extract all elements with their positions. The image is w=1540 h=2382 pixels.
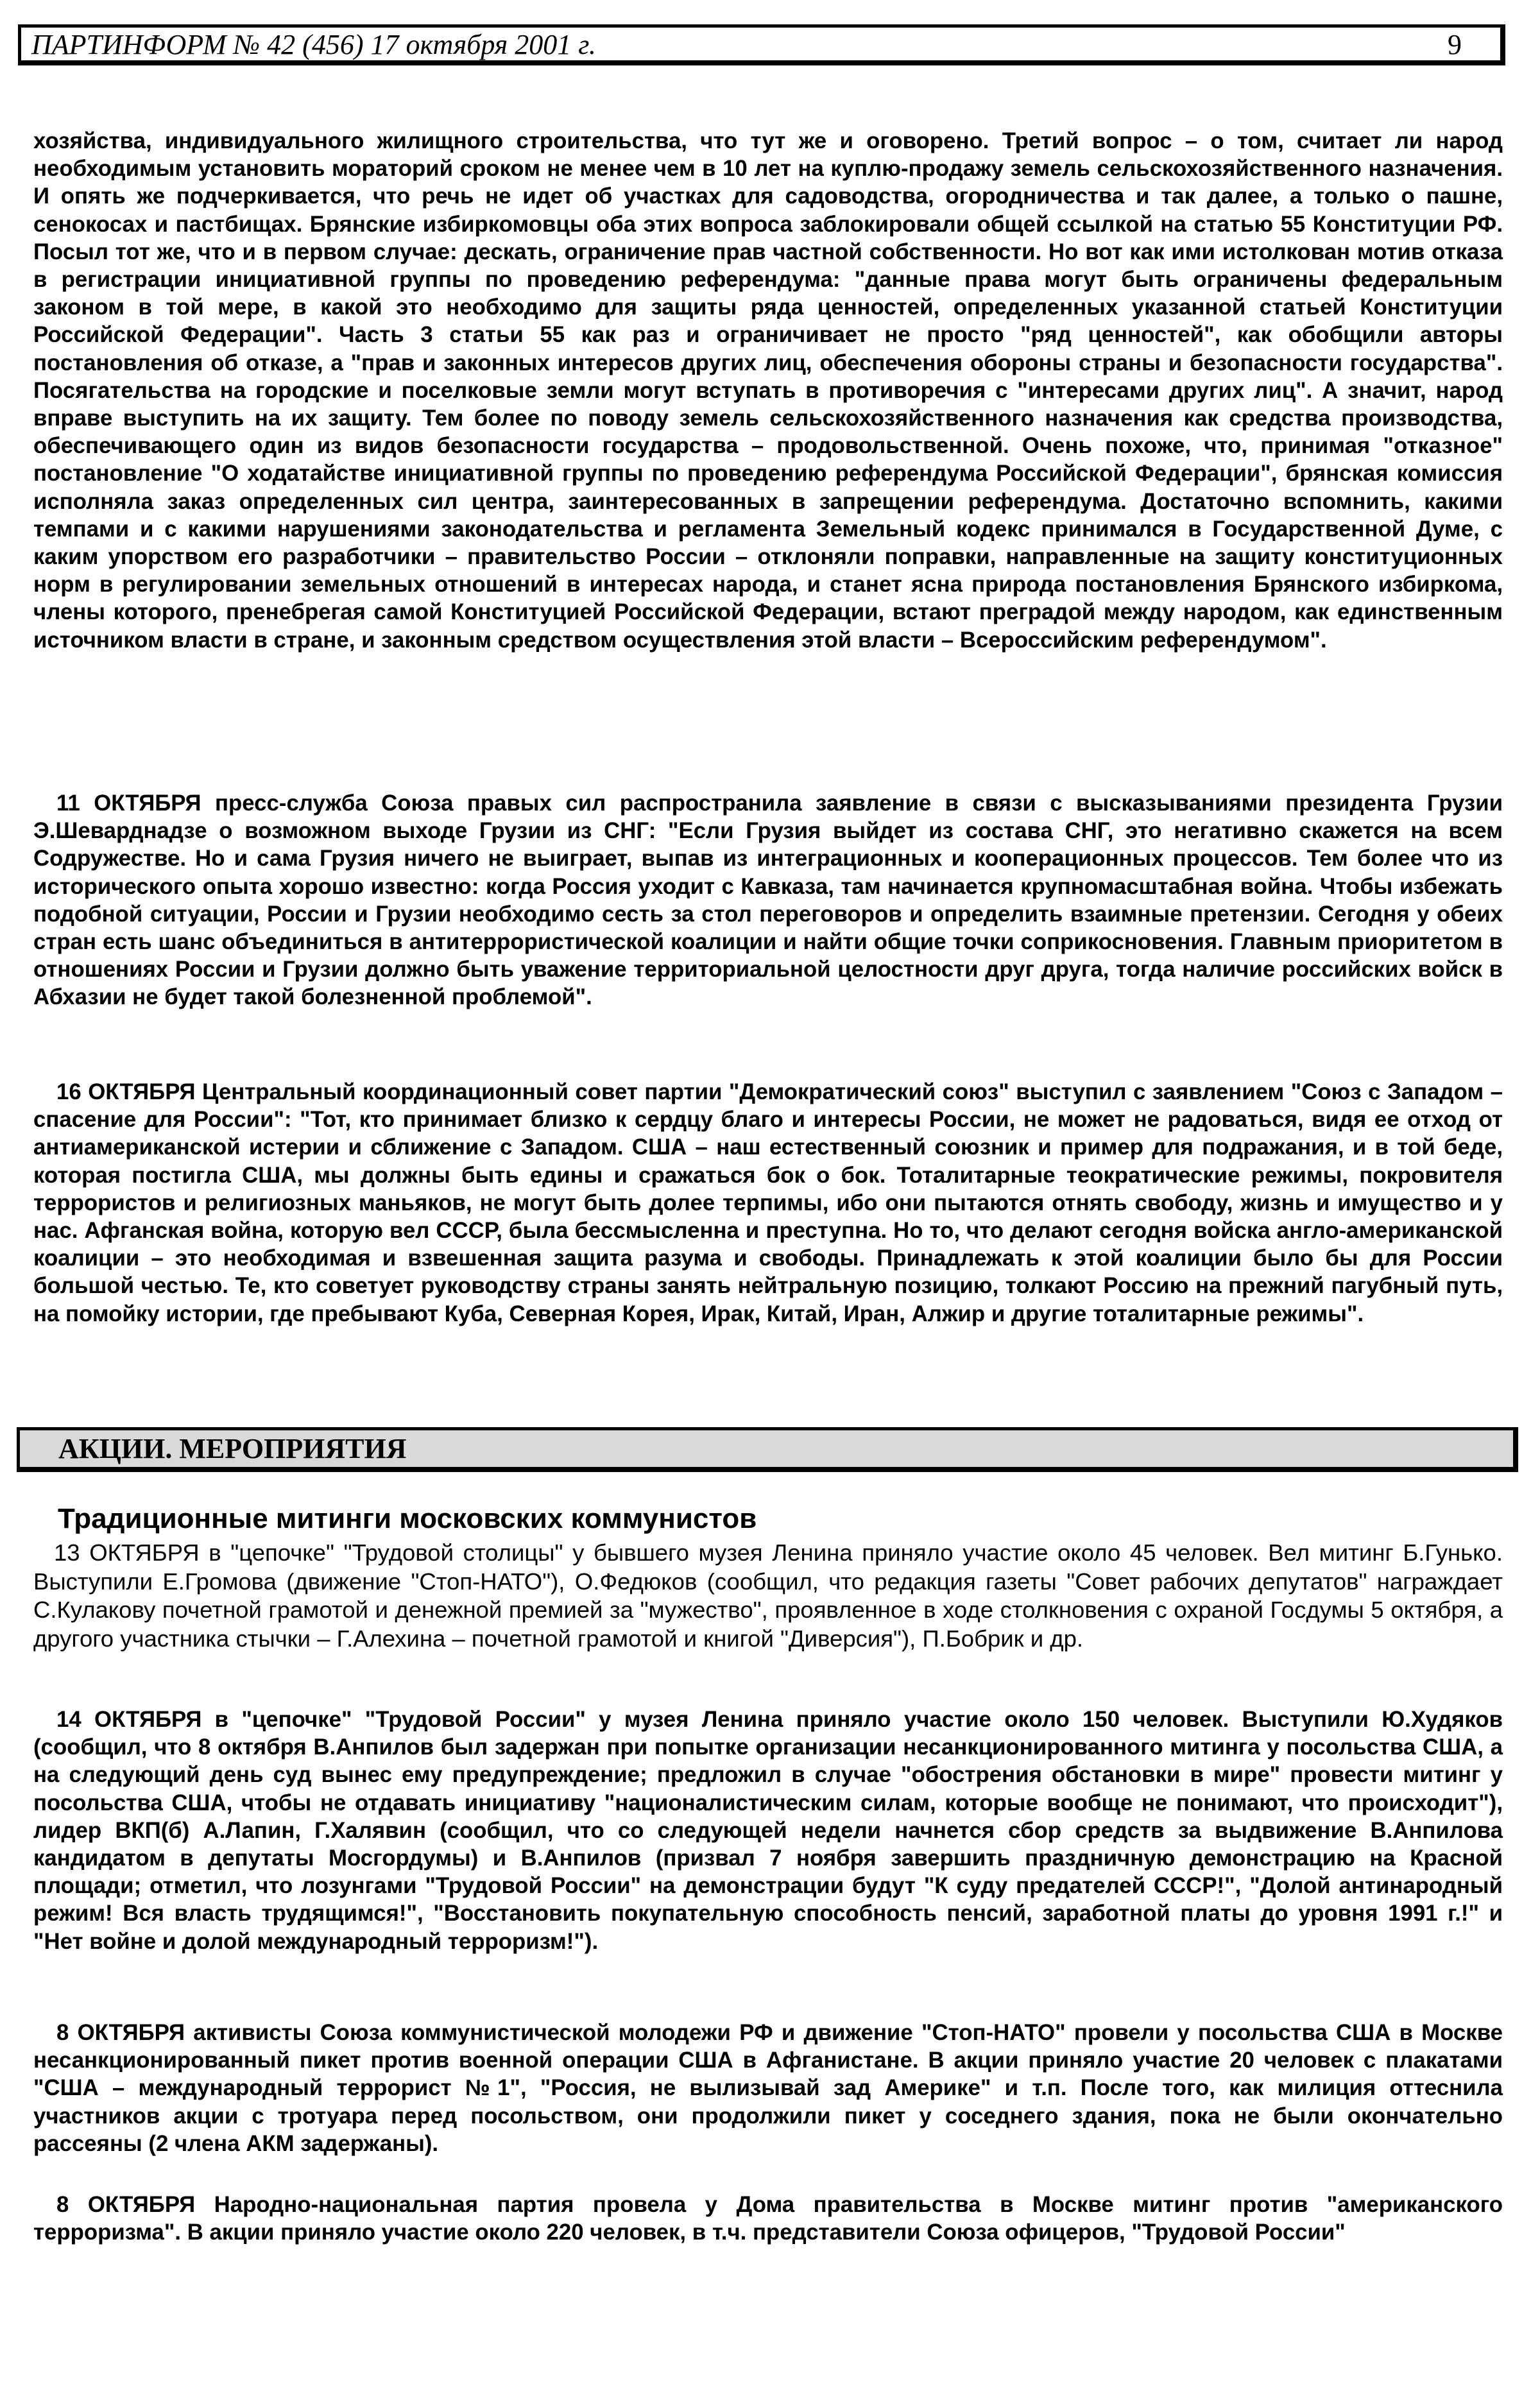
page-number: 9 [1448,29,1462,60]
section-heading: АКЦИИ. МЕРОПРИЯТИЯ [17,1427,1518,1472]
article-title: Традиционные митинги московских коммунистов [58,1503,757,1534]
article-paragraph-oct8-akm: 8 ОКТЯБРЯ активисты Союза коммунистической молодежи РФ и движение "Стоп-НАТО" провели у посольства США в Москве несанкционированный пикет против военной операции США в Афганистане. В акции приняло участие 20 человек с плакатами "США – международный террорист №1", "Россия, не вылизывай зад Америке" и т.п. После того, как милиция оттеснила участников акции с тротуара перед посольством, они продолжили пикет у соседнего здания, пока не были окончательно рассеяны (2 члена АКМ задержаны). [33,2020,1503,2156]
paragraph-oct11: 11 ОКТЯБРЯ пресс-служба Союза правых сил распространила заявление в связи с высказываниями президента Грузии Э.Шеварднадзе о возможном выходе Грузии из СНГ: "Если Грузия выйдет из состава СНГ, это негативно скажется на всем Содружестве. Но и сама Грузия ничего не выиграет, выпав из интеграционных и кооперационных процессов. Тем более что из исторического опыта хорошо известно: когда Россия уходит с Кавказа, там начинается крупномасштабная война. Чтобы избежать подобной ситуации, России и Грузии необходимо сесть за стол переговоров и определить взаимные претензии. Сегодня у обеих стран есть шанс объединиться в антитеррористической коалиции и найти общие точки соприкосновения. Главным приоритетом в отношениях России и Грузии должно быть уважение территориальной целостности друг друга, тогда наличие российских войск в Абхазии не будет такой болезненной проблемой". [33,791,1503,1010]
publication-title: ПАРТИНФОРМ № 42 (456) 17 октября 2001 г. [31,29,596,60]
article-paragraph-oct8-nnp: 8 ОКТЯБРЯ Народно-национальная партия провела у Дома правительства в Москве митинг против "американского терроризма". В акции приняло участие около 220 человек, в т.ч. представители Союза офицеров, "Трудовой России" [33,2192,1503,2245]
article-paragraph-oct13: 13 ОКТЯБРЯ в "цепочке" "Трудовой столицы" у бывшего музея Ленина приняло участие около 45 человек. Вел митинг Б.Гунько. Выступили Е.Громова (движение "Стоп-НАТО"), О.Федюков (сообщил, что редакция газеты "Совет рабочих депутатов" награждает С.Кулакову почетной грамотой и денежной премией за "мужество", проявленное в ходе столкновения с охраной Госдумы 5 октября, а другого участника стычки – Г.Алехина – почетной грамотой и книгой "Диверсия"), П.Бобрик и др. [33,1539,1503,1652]
paragraph-oct16: 16 ОКТЯБРЯ Центральный координационный совет партии "Демократический союз" выступил с заявлением "Союз с Западом – спасение для России": "Тот, кто принимает близко к сердцу благо и интересы России, не может не радоваться, видя ее отход от антиамериканской истерии и сближение с Западом. США – наш естественный союзник и пример для подражания, и в той беде, которая постигла США, мы должны быть едины и сражаться бок о бок. Тоталитарные теократические режимы, покровителя террористов и религиозных маньяков, не могут быть долее терпимы, ибо они пытаются отнять свободу, жизнь и имущество и у нас. Афганская война, которую вел СССР, была бессмысленна и преступна. Но то, что делают сегодня войска англо-американской коалиции – это необходимая и взвешенная защита разума и свободы. Принадлежать к этой коалиции было бы для России большой честью. Те, кто советует руководству страны занять нейтральную позицию, толкают Россию на прежний пагубный путь, на помойку истории, где пребывают Куба, Северная Корея, Ирак, Китай, Иран, Алжир и другие тоталитарные режимы". [33,1079,1503,1326]
paragraph-referendum: хозяйства, индивидуального жилищного строительства, что тут же и оговорено. Третий вопрос – о том, считает ли народ необходимым установить мораторий сроком не менее чем в 10 лет на куплю-продажу земель сельскохозяйственного назначения. И опять же подчеркивается, что речь не идет об участках для садоводства, огородничества и так далее, а только о пашне, сенокосах и пастбищах. Брянские избиркомовцы оба этих вопроса заблокировали общей ссылкой на статью 55 Конституции РФ. Посыл тот же, что и в первом случае: дескать, ограничение прав частной собственности. Но вот как ими истолкован мотив отказа в регистрации инициативной группы по проведению референдума: "данные права могут быть ограничены федеральным законом в той мере, в какой это необходимо для защиты ряда ценностей, определенных указанной статьей Конституции Российской Федерации". Часть 3 статьи 55 как раз и ограничивает не просто "ряд ценностей", как обобщили авторы постановления об отказе, а "прав и законных интересов других лиц, обеспечения обороны страны и безопасности государства". Посягательства на городские и поселковые земли могут вступать в противоречия с "интересами других лиц". А значит, народ вправе выступить на их защиту. Тем более по поводу земель сельскохозяйственного назначения как средства производства, обеспечивающего один из видов безопасности государства – продовольственной. Очень похоже, что, принимая "отказное" постановление "О ходатайстве инициативной группы по проведению референдума Российской Федерации", брянская комиссия исполняла заказ определенных сил центра, заинтересованных в запрещении референдума. Достаточно вспомнить, какими темпами и с какими нарушениями законодательства и регламента Земельный кодекс принимался в Государственной Думе, с каким упорством его разработчики – правительство России – отклоняли поправки, направленные на защиту конституционных норм в регулировании земельных отношений в интересах народа, и станет ясна природа постановления Брянского избиркома, члены которого, пренебрегая самой Конституцией Российской Федерации, встают преградой между народом, как единственным источником власти в стране, и законным средством осуществления этой власти – Всероссийским референдумом". [33,128,1503,653]
article-paragraph-oct14: 14 ОКТЯБРЯ в "цепочке" "Трудовой России" у музея Ленина приняло участие около 150 человек. Выступили Ю.Худяков (сообщил, что 8 октября В.Анпилов был задержан при попытке организации несанкционированного митинга у посольства США, а на следующий день суд вынес ему предупреждение; предложил в случае "обострения обстановки в мире" провести митинг у посольства США, чтобы не отдавать инициативу "националистическим силам, которые вообще не понимают, что происходит"), лидер ВКП(б) А.Лапин, Г.Халявин (сообщил, что со следующей недели начнется сбор средств за выдвижение В.Анпилова кандидатом в депутаты Мосгордумы) и В.Анпилов (призвал 7 ноября завершить праздничную демонстрацию на Красной площади; отметил, что лозунгами "Трудовой России" на демонстрации будут "К суду предателей СССР!", "Долой антинародный режим! Вся власть трудящимся!", "Восстановить покупательную способность пенсий, заработной платы до уровня 1991 г.!" и "Нет войне и долой международный терроризм!"). [33,1707,1503,1954]
page-header [18,24,1505,65]
